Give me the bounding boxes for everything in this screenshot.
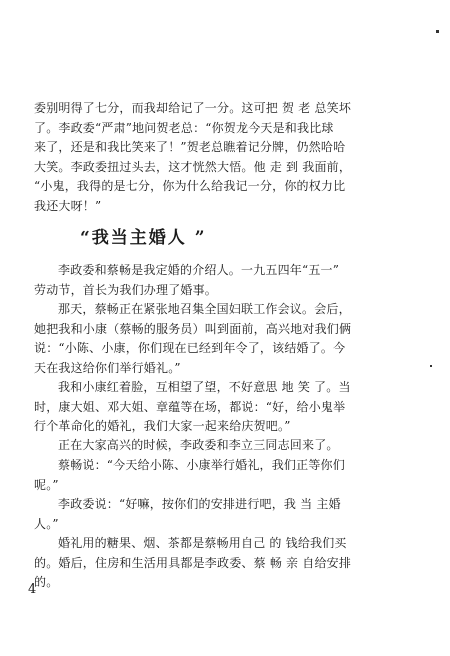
scan-mark xyxy=(430,365,432,367)
text-line: 天在我这给你们举行婚礼。” xyxy=(34,360,181,375)
text-line: 呢。” xyxy=(34,477,59,492)
text-line: 时，康大姐、邓大姐、章蕴等在场，都说：“好，给小鬼举 xyxy=(34,399,346,414)
text-line: 正在大家高兴的时候，李政委和李立三同志回来了。 xyxy=(58,438,339,452)
text-line: 说：“小陈、小康，你们现在已经到年令了，该结婚了。今 xyxy=(34,341,346,355)
text-line: 的。 xyxy=(34,575,59,589)
paragraph xyxy=(34,495,420,534)
text-line: 委别明得了七分，而我却给记了一分。这可把 贺 老 总笑坏 xyxy=(34,101,352,115)
paragraph xyxy=(34,300,420,378)
text-line: 李政委说：“好嘛，按你们的安排进行吧，我 当 主婚 xyxy=(58,497,341,511)
page-number: 4 xyxy=(28,582,37,597)
text-line: 蔡畅说：“今天给小陈、小康举行婚礼，我们正等你们 xyxy=(58,458,345,472)
paragraph xyxy=(34,261,420,300)
text-line: 的。婚后，住房和生活用具都是李政委、蔡 畅 亲 自给安排 xyxy=(34,555,352,570)
text-line: “小鬼，我得的是七分，你为什么给我记一分，你的权力比 xyxy=(34,179,346,193)
paragraph xyxy=(34,436,420,456)
text-line: 她把我和小康（蔡畅的服务员）叫到面前，高兴地对我们俩 xyxy=(34,321,352,336)
paragraph xyxy=(34,534,420,593)
text-line: 婚礼用的糖果、烟、茶都是蔡畅用自己 的 钱给我们买 xyxy=(58,536,347,550)
text-line: 李政委和蔡畅是我定婚的介绍人。一九五四年“五一” xyxy=(58,263,340,277)
text-line: 我和小康红着脸，互相望了望，不好意思 地 笑 了。当 xyxy=(58,380,351,394)
text-line: 那天，蔡畅正在紧张地召集全国妇联工作会议。会后， xyxy=(58,302,351,316)
text-line: 了。李政委“严肃”地问贺老总：“你贺龙今天是和我比球 xyxy=(34,120,334,135)
section-title: “我当主婚人 ” xyxy=(80,228,207,248)
text-line: 人。” xyxy=(34,516,59,531)
text-line: 来了，还是和我比笑来了！”贺老总瞧着记分牌，仍然哈哈 xyxy=(34,140,346,154)
paragraph-top-1 xyxy=(34,99,420,216)
text-line: 行个革命化的婚礼，我们大家一起来给庆贺吧。” xyxy=(34,419,291,433)
text-line: 劳动节，首长为我们办理了婚事。 xyxy=(34,282,218,297)
paragraph xyxy=(34,456,420,495)
text-line: 我还大呀！” xyxy=(34,198,102,213)
paragraph xyxy=(34,378,420,437)
text-line: 大笑。李政委扭过头去，这才恍然大悟。他 走 到 我面前， xyxy=(34,159,352,174)
scan-mark xyxy=(436,30,439,33)
